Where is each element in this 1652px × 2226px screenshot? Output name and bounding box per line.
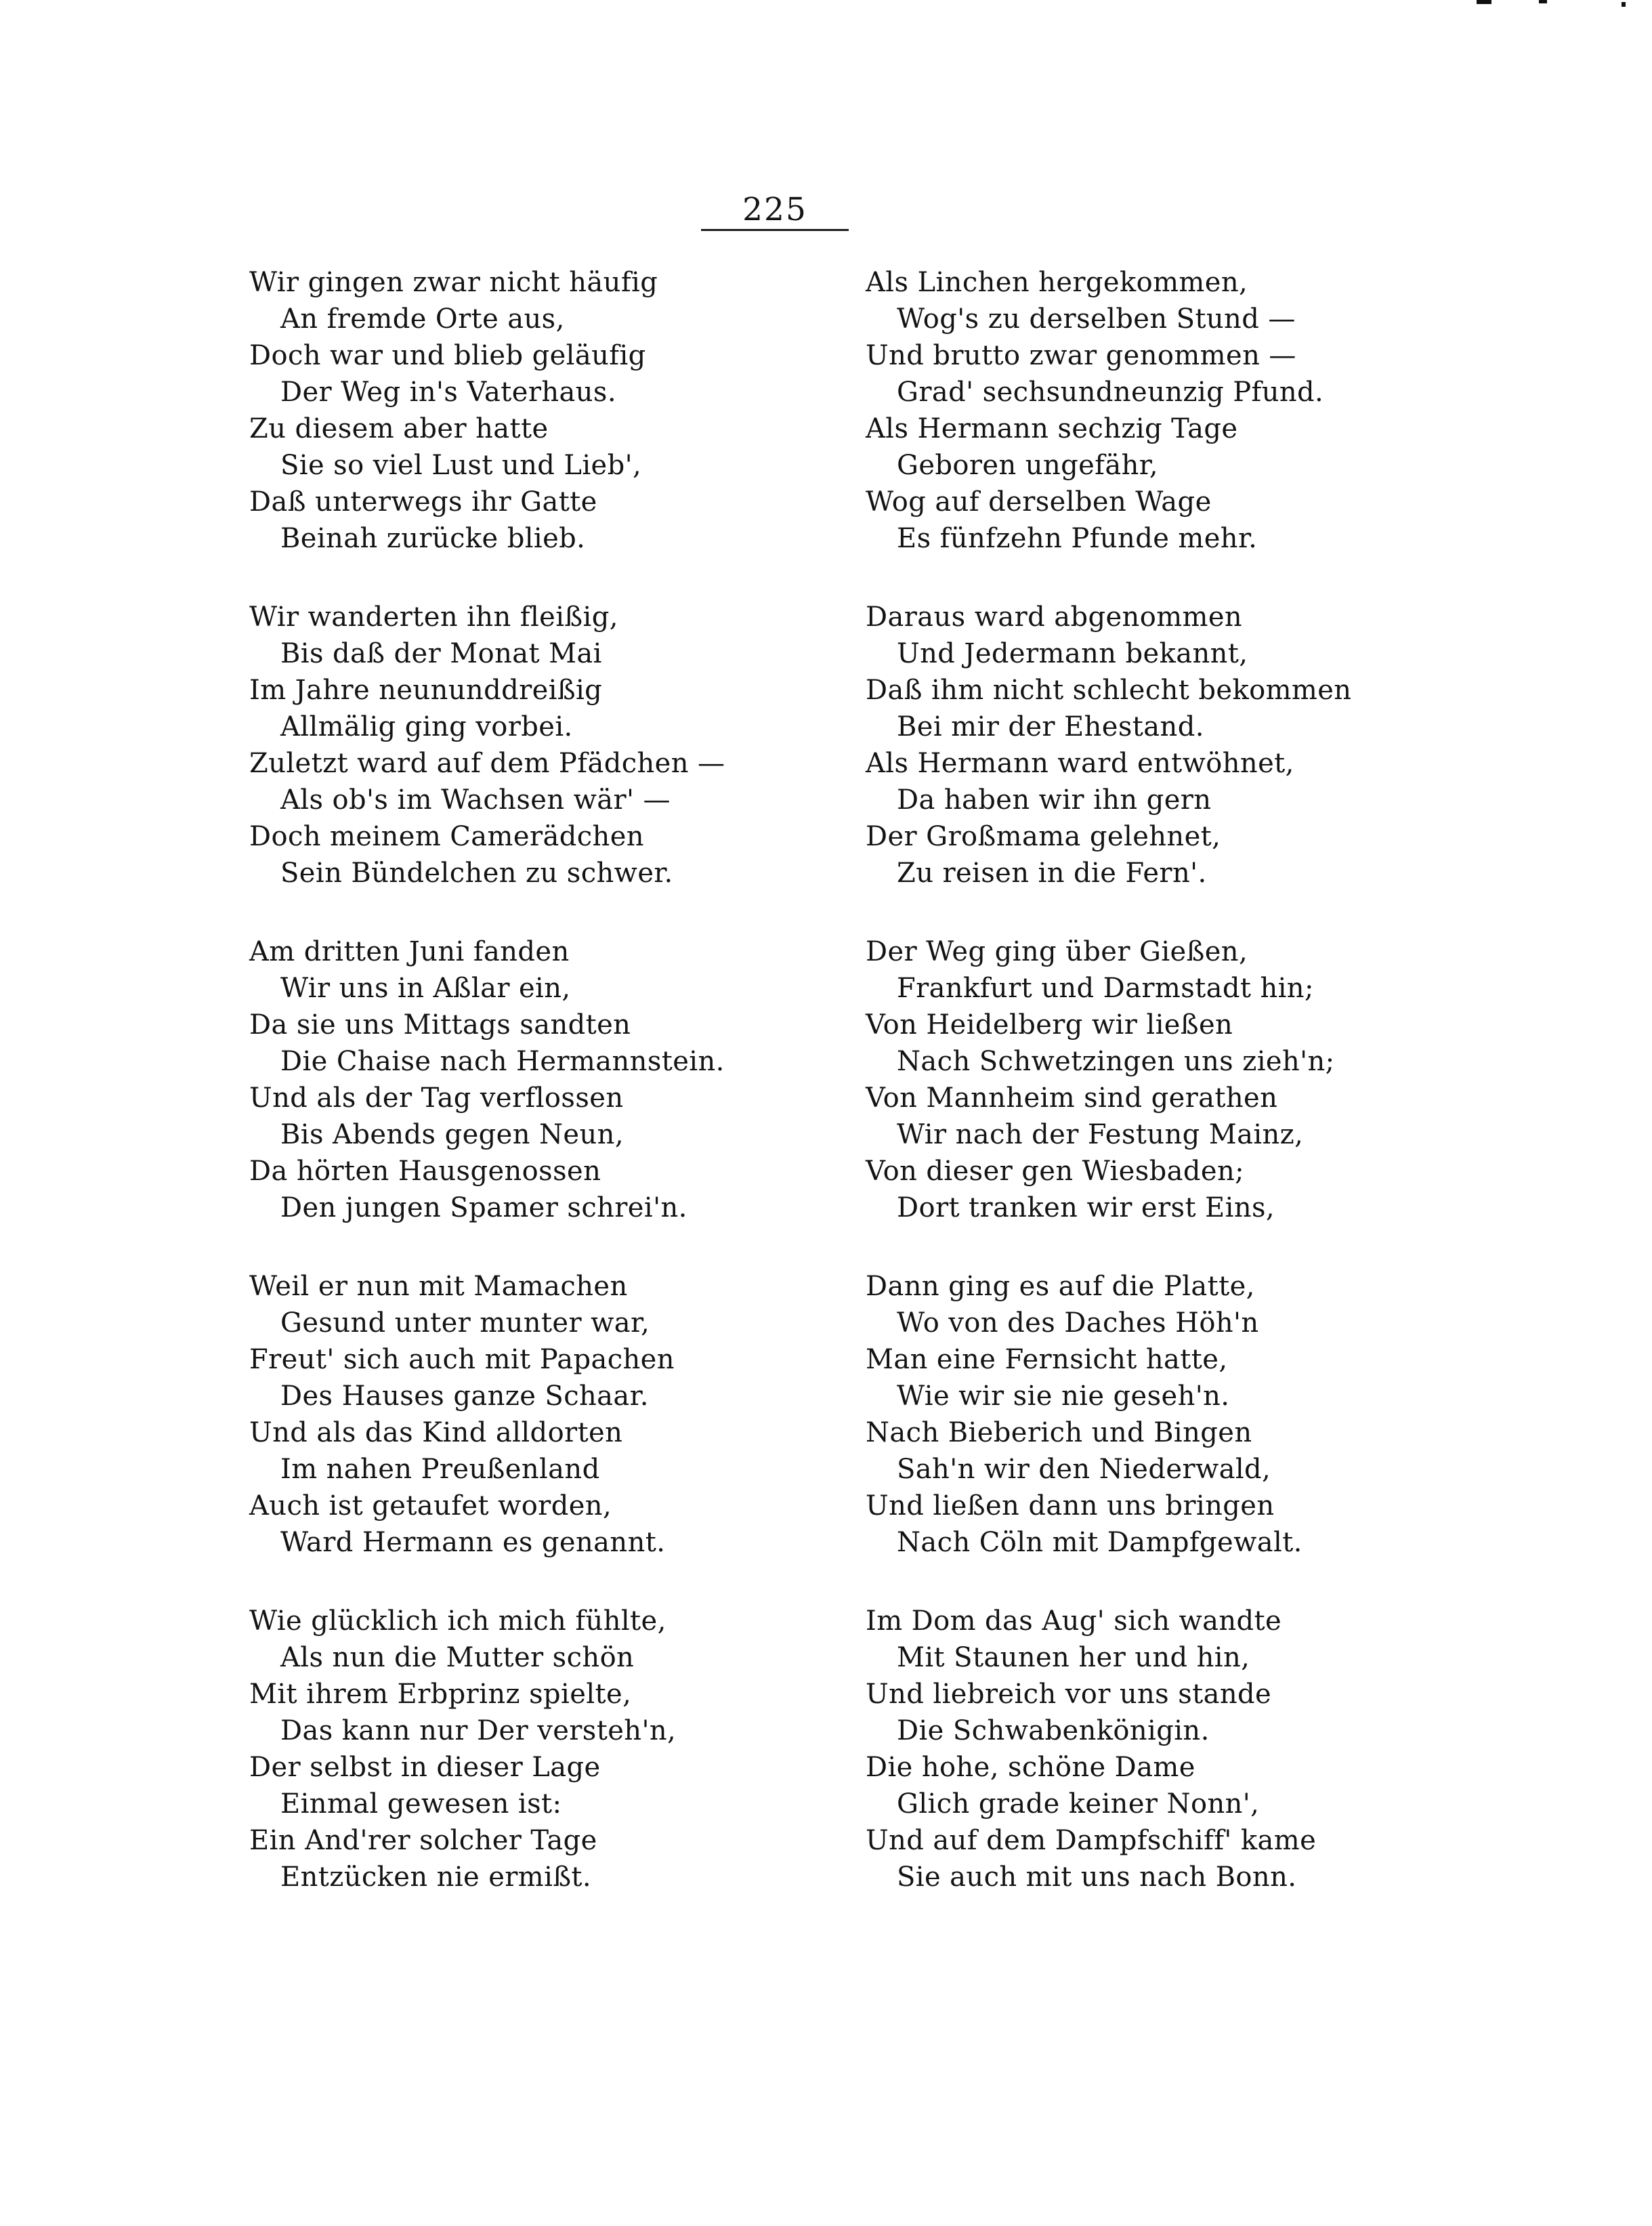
verse-line: Wir uns in Aßlar ein, <box>280 973 571 1004</box>
verse-line: An fremde Orte aus, <box>280 303 565 335</box>
stanza <box>866 264 1489 557</box>
verse-line: Wog auf derselben Wage <box>866 486 1212 518</box>
stanza <box>866 599 1489 891</box>
verse-line: Und Jedermann bekannt, <box>897 638 1248 669</box>
verse-line: Bis daß der Monat Mai <box>280 638 602 669</box>
verse-line: Wir nach der Festung Mainz, <box>897 1119 1304 1150</box>
verse-line: Und auf dem Dampfschiff' kame <box>866 1825 1317 1856</box>
verse-line: Auch ist getaufet worden, <box>249 1490 612 1521</box>
verse-line: Im nahen Preußenland <box>280 1454 600 1485</box>
stanza <box>249 264 852 557</box>
verse-line: Geboren ungefähr, <box>897 450 1159 481</box>
verse-line: Grad' sechsundneunzig Pfund. <box>897 377 1324 408</box>
verse-line: Glich grade keiner Nonn', <box>897 1788 1260 1820</box>
verse-line: Das kann nur Der versteh'n, <box>280 1715 677 1746</box>
verse-line: Bis Abends gegen Neun, <box>280 1119 624 1150</box>
verse-line: Gesund unter munter war, <box>280 1307 650 1339</box>
verse-line: Im Jahre neununddreißig <box>249 675 603 706</box>
stanza <box>249 1603 852 1895</box>
verse-line: Einmal gewesen ist: <box>280 1788 562 1820</box>
verse-line: Daß ihm nicht schlecht bekommen <box>866 675 1352 706</box>
verse-line: Wir gingen zwar nicht häufig <box>249 267 658 298</box>
verse-line: Den jungen Spamer schrei'n. <box>280 1192 687 1223</box>
verse-line: Es fünfzehn Pfunde mehr. <box>897 523 1258 554</box>
verse-line: Sah'n wir den Niederwald, <box>897 1454 1271 1485</box>
verse-line: Des Hauses ganze Schaar. <box>280 1381 649 1412</box>
verse-line: Von dieser gen Wiesbaden; <box>866 1156 1245 1187</box>
scan-artifact <box>1622 2 1626 7</box>
stanza <box>249 599 852 891</box>
verse-line: Sein Bündelchen zu schwer. <box>280 858 673 889</box>
verse-line: Dort tranken wir erst Eins, <box>897 1192 1275 1223</box>
verse-line: Bei mir der Ehestand. <box>897 711 1204 742</box>
verse-line: Und liebreich vor uns stande <box>866 1679 1272 1710</box>
verse-line: Und brutto zwar genommen — <box>866 340 1296 371</box>
verse-line: Als Hermann sechzig Tage <box>866 413 1238 444</box>
verse-line: Wie glücklich ich mich fühlte, <box>249 1605 666 1637</box>
verse-line: Sie auch mit uns nach Bonn. <box>897 1862 1297 1893</box>
verse-line: Da haben wir ihn gern <box>897 784 1212 816</box>
verse-line: Zu reisen in die Fern'. <box>897 858 1207 889</box>
verse-line: Und als das Kind alldorten <box>249 1417 623 1448</box>
verse-line: Die Chaise nach Hermannstein. <box>280 1046 725 1077</box>
verse-line: Da hörten Hausgenossen <box>249 1156 601 1187</box>
verse-line: Da sie uns Mittags sandten <box>249 1009 631 1041</box>
verse-line: Als nun die Mutter schön <box>280 1642 635 1673</box>
verse-line: Und ließen dann uns bringen <box>866 1490 1275 1521</box>
verse-line: Als ob's im Wachsen wär' — <box>280 784 671 816</box>
verse-line: Nach Schwetzingen uns zieh'n; <box>897 1046 1335 1077</box>
verse-line: Die Schwabenkönigin. <box>897 1715 1210 1746</box>
verse-line: Zuletzt ward auf dem Pfädchen — <box>249 748 725 779</box>
page-number: 225 <box>742 191 807 228</box>
verse-line: Daraus ward abgenommen <box>866 602 1243 633</box>
verse-line: Wog's zu derselben Stund — <box>897 303 1296 335</box>
verse-line: Mit Staunen her und hin, <box>897 1642 1250 1673</box>
page-number-rule <box>701 229 849 231</box>
verse-line: Zu diesem aber hatte <box>249 413 549 444</box>
verse-line: Nach Bieberich und Bingen <box>866 1417 1252 1448</box>
verse-line: Dann ging es auf die Platte, <box>866 1271 1255 1302</box>
verse-line: Der Weg ging über Gießen, <box>866 936 1248 967</box>
verse-line: Wie wir sie nie geseh'n. <box>897 1381 1230 1412</box>
verse-line: Von Heidelberg wir ließen <box>866 1009 1233 1041</box>
verse-line: Als Hermann ward entwöhnet, <box>866 748 1294 779</box>
scan-artifact <box>1477 0 1491 4</box>
verse-line: Weil er nun mit Mamachen <box>249 1271 628 1302</box>
verse-line: Freut' sich auch mit Papachen <box>249 1344 675 1375</box>
stanza <box>866 1268 1489 1561</box>
verse-line: Wo von des Daches Höh'n <box>897 1307 1259 1339</box>
verse-line: Wir wanderten ihn fleißig, <box>249 602 618 633</box>
verse-line: Von Mannheim sind gerathen <box>866 1083 1278 1114</box>
verse-line: Als Linchen hergekommen, <box>866 267 1248 298</box>
verse-line: Der Weg in's Vaterhaus. <box>280 377 616 408</box>
verse-line: Doch meinem Camerädchen <box>249 821 644 852</box>
verse-line: Im Dom das Aug' sich wandte <box>866 1605 1282 1637</box>
poem-column-right <box>866 264 1489 1937</box>
verse-line: Allmälig ging vorbei. <box>280 711 573 742</box>
stanza <box>866 1603 1489 1895</box>
verse-line: Der selbst in dieser Lage <box>249 1752 601 1783</box>
verse-line: Ein And'rer solcher Tage <box>249 1825 597 1856</box>
verse-line: Doch war und blieb geläufig <box>249 340 646 371</box>
scan-artifact <box>1539 0 1547 3</box>
verse-line: Frankfurt und Darmstadt hin; <box>897 973 1314 1004</box>
verse-line: Entzücken nie ermißt. <box>280 1862 592 1893</box>
verse-line: Am dritten Juni fanden <box>249 936 570 967</box>
verse-line: Der Großmama gelehnet, <box>866 821 1221 852</box>
verse-line: Beinah zurücke blieb. <box>280 523 586 554</box>
verse-line: Daß unterwegs ihr Gatte <box>249 486 597 518</box>
verse-line: Nach Cöln mit Dampfgewalt. <box>897 1527 1302 1558</box>
poem-column-left <box>249 264 852 1937</box>
verse-line: Und als der Tag verflossen <box>249 1083 624 1114</box>
stanza <box>249 933 852 1226</box>
verse-line: Man eine Fernsicht hatte, <box>866 1344 1228 1375</box>
verse-line: Ward Hermann es genannt. <box>280 1527 666 1558</box>
verse-line: Die hohe, schöne Dame <box>866 1752 1195 1783</box>
stanza <box>249 1268 852 1561</box>
stanza <box>866 933 1489 1226</box>
verse-line: Mit ihrem Erbprinz spielte, <box>249 1679 632 1710</box>
verse-line: Sie so viel Lust und Lieb', <box>280 450 642 481</box>
